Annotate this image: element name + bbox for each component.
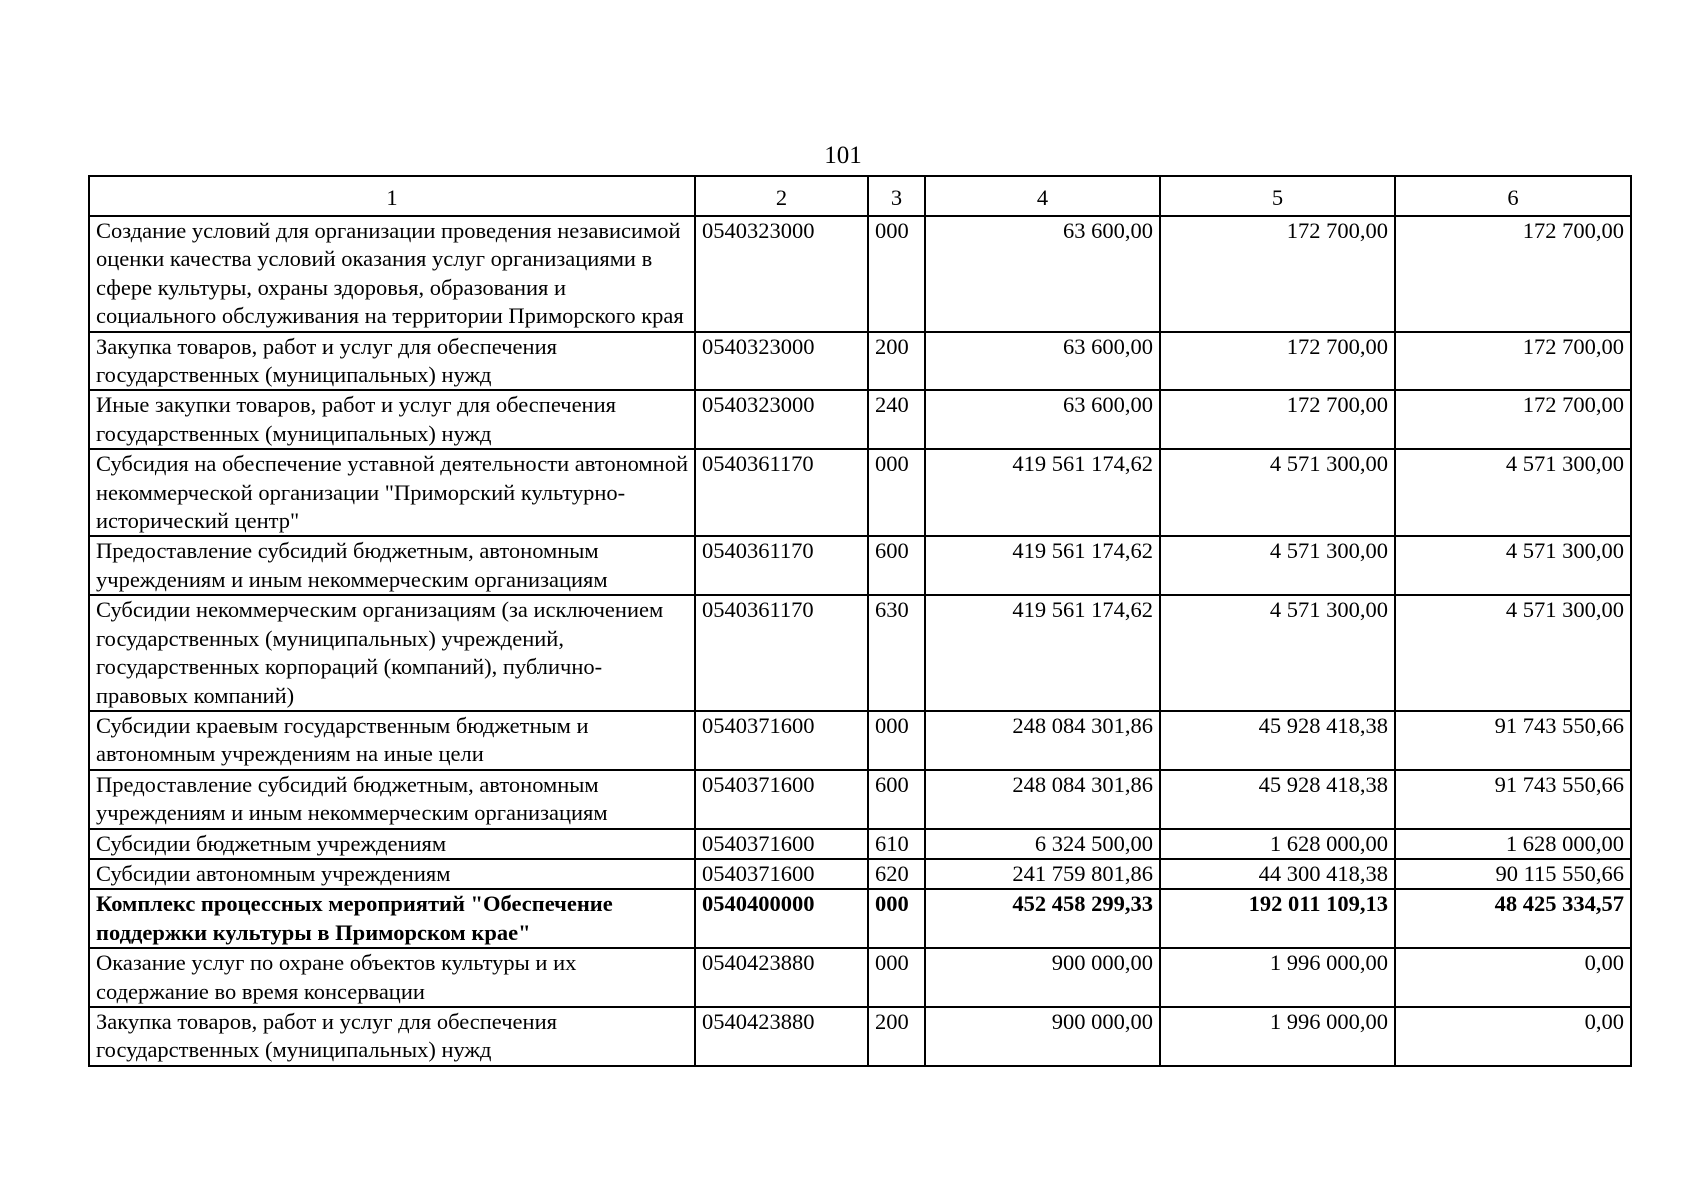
table-row — [89, 1007, 1631, 1066]
table-row — [89, 536, 1631, 595]
row-name: Субсидии автономным учреждениям — [89, 859, 695, 889]
row-value-5: 1 996 000,00 — [1160, 1007, 1395, 1066]
table-row — [89, 595, 1631, 711]
row-code: 0540423880 — [695, 948, 868, 1007]
row-name: Предоставление субсидий бюджетным, автономным учреждениям и иным некоммерческим организациям — [89, 770, 695, 829]
row-value-5: 45 928 418,38 — [1160, 770, 1395, 829]
row-code: 0540371600 — [695, 711, 868, 770]
row-value-4: 248 084 301,86 — [925, 711, 1160, 770]
row-value-4: 63 600,00 — [925, 332, 1160, 391]
table-row — [89, 948, 1631, 1007]
table-row — [89, 889, 1631, 948]
row-name: Предоставление субсидий бюджетным, автономным учреждениям и иным некоммерческим организациям — [89, 536, 695, 595]
row-code: 0540371600 — [695, 770, 868, 829]
row-value-4: 452 458 299,33 — [925, 889, 1160, 948]
table-row — [89, 829, 1631, 859]
row-type: 240 — [868, 390, 925, 449]
row-code: 0540323000 — [695, 216, 868, 332]
row-value-5: 172 700,00 — [1160, 332, 1395, 391]
row-value-4: 63 600,00 — [925, 216, 1160, 332]
row-value-5: 4 571 300,00 — [1160, 595, 1395, 711]
row-value-6: 91 743 550,66 — [1395, 770, 1631, 829]
row-value-5: 4 571 300,00 — [1160, 449, 1395, 536]
row-value-5: 192 011 109,13 — [1160, 889, 1395, 948]
row-value-5: 172 700,00 — [1160, 216, 1395, 332]
row-code: 0540361170 — [695, 536, 868, 595]
row-name: Иные закупки товаров, работ и услуг для обеспечения государственных (муниципальных) нужд — [89, 390, 695, 449]
column-header: 2 — [695, 176, 868, 216]
table-row — [89, 711, 1631, 770]
row-name: Оказание услуг по охране объектов культуры и их содержание во время консервации — [89, 948, 695, 1007]
row-value-5: 172 700,00 — [1160, 390, 1395, 449]
row-value-4: 419 561 174,62 — [925, 449, 1160, 536]
row-type: 000 — [868, 889, 925, 948]
column-header: 6 — [1395, 176, 1631, 216]
row-value-5: 44 300 418,38 — [1160, 859, 1395, 889]
row-type: 000 — [868, 948, 925, 1007]
row-type: 000 — [868, 216, 925, 332]
row-value-6: 4 571 300,00 — [1395, 595, 1631, 711]
table-body — [89, 216, 1631, 1066]
row-type: 000 — [868, 711, 925, 770]
header-row — [89, 176, 1631, 216]
row-code: 0540400000 — [695, 889, 868, 948]
row-code: 0540423880 — [695, 1007, 868, 1066]
row-value-4: 419 561 174,62 — [925, 595, 1160, 711]
row-type: 600 — [868, 770, 925, 829]
row-name: Создание условий для организации проведения независимой оценки качества условий оказания услуг организациями в сфере культуры, охраны здоровья, образования и социального обслуживания на территории Приморского края — [89, 216, 695, 332]
row-value-6: 90 115 550,66 — [1395, 859, 1631, 889]
row-type: 200 — [868, 1007, 925, 1066]
table-row — [89, 216, 1631, 332]
table-row — [89, 859, 1631, 889]
row-code: 0540371600 — [695, 859, 868, 889]
row-value-6: 0,00 — [1395, 1007, 1631, 1066]
row-value-5: 1 996 000,00 — [1160, 948, 1395, 1007]
row-value-6: 172 700,00 — [1395, 332, 1631, 391]
row-code: 0540371600 — [695, 829, 868, 859]
row-value-6: 4 571 300,00 — [1395, 536, 1631, 595]
row-value-6: 4 571 300,00 — [1395, 449, 1631, 536]
column-header: 3 — [868, 176, 925, 216]
row-value-5: 45 928 418,38 — [1160, 711, 1395, 770]
row-type: 000 — [868, 449, 925, 536]
row-value-6: 1 628 000,00 — [1395, 829, 1631, 859]
row-type: 200 — [868, 332, 925, 391]
row-value-6: 0,00 — [1395, 948, 1631, 1007]
column-header: 5 — [1160, 176, 1395, 216]
row-value-4: 419 561 174,62 — [925, 536, 1160, 595]
row-code: 0540323000 — [695, 390, 868, 449]
row-type: 600 — [868, 536, 925, 595]
row-code: 0540323000 — [695, 332, 868, 391]
column-header: 1 — [89, 176, 695, 216]
row-value-4: 900 000,00 — [925, 1007, 1160, 1066]
row-code: 0540361170 — [695, 449, 868, 536]
row-name: Закупка товаров, работ и услуг для обеспечения государственных (муниципальных) нужд — [89, 332, 695, 391]
table-row — [89, 770, 1631, 829]
row-name: Субсидия на обеспечение уставной деятельности автономной некоммерческой организации "Приморский культурно-исторический центр" — [89, 449, 695, 536]
row-value-4: 248 084 301,86 — [925, 770, 1160, 829]
table-row — [89, 449, 1631, 536]
page-number: 101 — [824, 142, 862, 169]
row-value-4: 241 759 801,86 — [925, 859, 1160, 889]
row-name: Субсидии бюджетным учреждениям — [89, 829, 695, 859]
row-name: Комплекс процессных мероприятий "Обеспечение поддержки культуры в Приморском крае" — [89, 889, 695, 948]
row-type: 620 — [868, 859, 925, 889]
row-value-6: 48 425 334,57 — [1395, 889, 1631, 948]
column-header: 4 — [925, 176, 1160, 216]
row-type: 630 — [868, 595, 925, 711]
row-name: Субсидии краевым государственным бюджетным и автономным учреждениям на иные цели — [89, 711, 695, 770]
row-value-4: 900 000,00 — [925, 948, 1160, 1007]
row-value-4: 63 600,00 — [925, 390, 1160, 449]
row-value-5: 1 628 000,00 — [1160, 829, 1395, 859]
budget-table — [88, 175, 1632, 1067]
row-code: 0540361170 — [695, 595, 868, 711]
row-name: Субсидии некоммерческим организациям (за исключением государственных (муниципальных) учреждений, государственных корпораций (компаний), публично-правовых компаний) — [89, 595, 695, 711]
row-name: Закупка товаров, работ и услуг для обеспечения государственных (муниципальных) нужд — [89, 1007, 695, 1066]
row-value-5: 4 571 300,00 — [1160, 536, 1395, 595]
row-value-4: 6 324 500,00 — [925, 829, 1160, 859]
row-value-6: 172 700,00 — [1395, 390, 1631, 449]
table-row — [89, 332, 1631, 391]
table-row — [89, 390, 1631, 449]
row-value-6: 91 743 550,66 — [1395, 711, 1631, 770]
row-value-6: 172 700,00 — [1395, 216, 1631, 332]
row-type: 610 — [868, 829, 925, 859]
